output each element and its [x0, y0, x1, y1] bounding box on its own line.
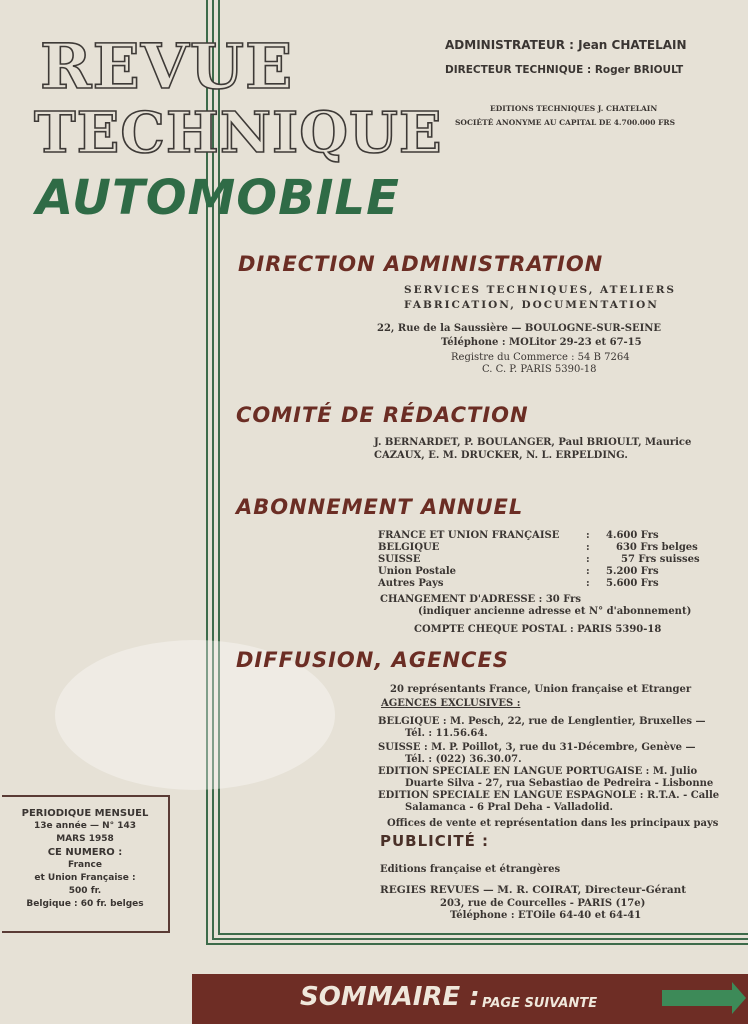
representants: 20 représentants France, Union française et Etranger: [390, 684, 692, 695]
rule-horizontal-1: [206, 943, 748, 945]
periodique-date: MARS 1958: [56, 834, 114, 844]
comite-line2: CAZAUX, E. M. DRUCKER, N. L. ERPELDING.: [374, 450, 628, 461]
rule-horizontal-2: [212, 938, 748, 940]
editions-chatelain: EDITIONS TECHNIQUES J. CHATELAIN: [490, 104, 658, 113]
arrow-head-icon: [732, 982, 746, 1014]
direction-ccp: C. C. P. PARIS 5390-18: [482, 364, 597, 375]
changement-adresse: CHANGEMENT D'ADRESSE : 30 Frs: [380, 594, 582, 605]
publicite-telephone: Téléphone : ETOile 64-40 et 64-41: [450, 910, 642, 921]
logo-technique: TECHNIQUE: [34, 100, 443, 166]
agences-label: AGENCES EXCLUSIVES :: [381, 698, 521, 709]
publicite-address: 203, rue de Courcelles - PARIS (17e): [440, 898, 646, 909]
heading-direction: DIRECTION ADMINISTRATION: [238, 252, 604, 276]
rule-horizontal-3: [218, 933, 748, 935]
periodique-box: [2, 795, 170, 933]
tarif-price: 630 Frs belges: [616, 542, 698, 553]
directeur-technique: DIRECTEUR TECHNIQUE : Roger BRIOULT: [445, 64, 684, 76]
tarif-sep: :: [586, 566, 590, 577]
tarif-label: SUISSE: [378, 554, 421, 565]
offices-vente: Offices de vente et représentation dans les principaux pays: [387, 818, 719, 829]
agence-suisse-2: Tél. : (022) 36.30.07.: [405, 754, 522, 765]
logo-revue: REVUE: [40, 30, 294, 103]
comite-line1: J. BERNARDET, P. BOULANGER, Paul BRIOULT, Maurice: [374, 437, 692, 448]
tarif-label: FRANCE ET UNION FRANÇAISE: [378, 530, 560, 541]
administrateur: ADMINISTRATEUR : Jean CHATELAIN: [445, 38, 687, 52]
tarif-sep: :: [586, 554, 590, 565]
sommaire-label: SOMMAIRE :: [300, 982, 480, 1012]
heading-diffusion: DIFFUSION, AGENCES: [236, 648, 509, 672]
agence-suisse-1: SUISSE : M. P. Poillot, 3, rue du 31-Décembre, Genève —: [378, 742, 696, 753]
periodique-prix: 500 fr.: [68, 886, 102, 896]
periodique-title: PERIODIQUE MENSUEL: [21, 808, 149, 819]
direction-registre: Registre du Commerce : 54 B 7264: [451, 352, 630, 363]
services-line2: FABRICATION, DOCUMENTATION: [404, 299, 659, 311]
footer-banner: [192, 974, 748, 1024]
heading-comite: COMITÉ DE RÉDACTION: [236, 403, 529, 427]
tarif-sep: :: [586, 578, 590, 589]
tarif-label: Union Postale: [378, 566, 457, 577]
compte-cheque: COMPTE CHEQUE POSTAL : PARIS 5390-18: [414, 624, 662, 635]
indiquer-adresse: (indiquer ancienne adresse et N° d'abonnement): [418, 606, 692, 617]
agence-belgique-2: Tél. : 11.56.64.: [405, 728, 488, 739]
periodique-belgique: Belgique : 60 fr. belges: [26, 899, 144, 909]
heading-abonnement: ABONNEMENT ANNUEL: [236, 495, 524, 519]
edition-portugaise-2: Duarte Silva - 27, rua Sebastiao de Pedreira - Lisbonne: [405, 778, 714, 789]
publicite-editions: Editions française et étrangères: [380, 864, 561, 875]
tarif-price: 5.600 Frs: [606, 578, 659, 589]
tarif-price: 5.200 Frs: [606, 566, 659, 577]
edition-espagnole-1: EDITION SPECIALE EN LANGUE ESPAGNOLE : R.T.A. - Calle: [378, 790, 720, 801]
regies-revues: REGIES REVUES — M. R. COIRAT, Directeur-Gérant: [380, 884, 687, 896]
direction-address: 22, Rue de la Saussière — BOULOGNE-SUR-SEINE: [377, 323, 662, 334]
arrow-right-icon: [662, 990, 734, 1006]
periodique-ce-numero: CE NUMERO :: [47, 847, 123, 858]
tarif-label: BELGIQUE: [378, 542, 440, 553]
societe-anonyme: SOCIÉTÉ ANONYME AU CAPITAL DE 4.700.000 FRS: [455, 118, 676, 127]
tarif-label: Autres Pays: [378, 578, 444, 589]
page-suivante-label: PAGE SUIVANTE: [482, 996, 598, 1011]
agence-belgique-1: BELGIQUE : M. Pesch, 22, rue de Lenglentier, Bruxelles —: [378, 716, 706, 727]
services-line1: SERVICES TECHNIQUES, ATELIERS: [404, 284, 677, 296]
tarif-price: 57 Frs suisses: [621, 554, 700, 565]
logo-automobile: AUTOMOBILE: [36, 170, 400, 226]
periodique-france: France: [68, 860, 102, 870]
edition-espagnole-2: Salamanca - 6 Pral Deha - Valladolid.: [405, 802, 614, 813]
periodique-annee: 13e année — N° 143: [33, 821, 137, 831]
tarif-sep: :: [586, 542, 590, 553]
tarif-sep: :: [586, 530, 590, 541]
heading-publicite: PUBLICITÉ :: [380, 832, 490, 850]
tarif-price: 4.600 Frs: [606, 530, 659, 541]
edition-portugaise-1: EDITION SPECIALE EN LANGUE PORTUGAISE : M. Julio: [378, 766, 698, 777]
direction-telephone: Téléphone : MOLitor 29-23 et 67-15: [441, 337, 642, 348]
periodique-union: et Union Française :: [34, 873, 136, 883]
